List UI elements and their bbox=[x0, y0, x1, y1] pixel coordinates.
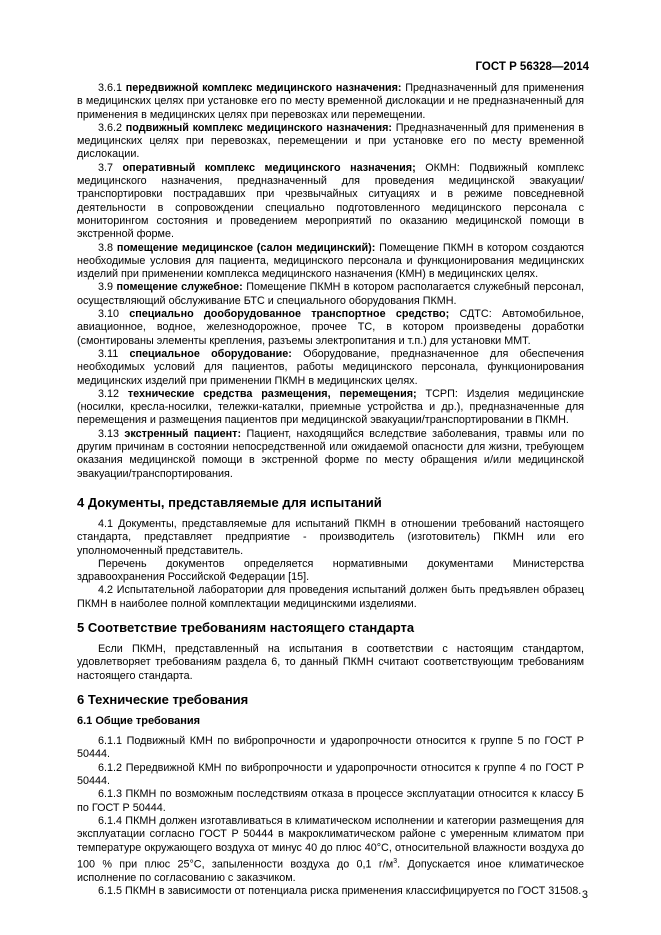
definition-text: Помещение ПКМН в котором создаются необходимые условия для пациента, медицинского персонала и функционирования медицинских изделий при применении комплекса медицинского назначения (КМН) в медицинских целях. bbox=[77, 241, 585, 281]
para-6-1-4 bbox=[77, 815, 584, 885]
definition-text: ОКМН: Подвижный комплекс медицинского назначения, предназначенный для проведения медицинской эвакуации/транспортировки пострадавших при чрезвычайных ситуациях и в режиме повседневной деятельности в сопровождении специально подготовленного медицинского персонала с мониторингом состояния и проведением мероприятий по оказанию медицинской помощи в экстренной форме. bbox=[77, 161, 585, 241]
definition-term: технические средства размещения, перемещения; bbox=[127, 387, 417, 400]
definition-number: 3.10 bbox=[98, 308, 120, 321]
definition-text: Помещение ПКМН в котором располагается служебный персонал, осуществляющий обслуживание БТС и специального оборудования ПКМН. bbox=[77, 281, 584, 307]
definition-number: 3.11 bbox=[98, 347, 119, 360]
section-4-title: 4 Документы, представляемые для испытаний bbox=[77, 494, 382, 510]
definitions-list bbox=[77, 82, 584, 481]
definition-number: 3.8 bbox=[98, 241, 114, 254]
para-6-1-4-tail: . Допускается иное климатическое исполнение по согласованию с заказчиком. bbox=[77, 858, 584, 884]
definition-text: Оборудование, предназначенное для обеспечения необходимых условий для пациентов, работы медицинского персонала, функционирования медицинских изделий при применении ПКМН в медицинских целях. bbox=[77, 347, 585, 387]
definition-term: передвижной комплекс медицинского назначения: bbox=[125, 82, 402, 94]
para-6-1-3: 6.1.3 ПКМН по возможным последствиям отказа в процессе эксплуатации относится к классу Б по ГОСТ Р 50444. bbox=[77, 788, 584, 814]
definition-number: 3.12 bbox=[98, 387, 120, 400]
definition-paragraph bbox=[77, 308, 584, 348]
definition-paragraph bbox=[77, 281, 584, 308]
definition-paragraph bbox=[77, 122, 584, 162]
section-4-para-1: 4.1 Документы, представляемые для испытаний ПКМН в отношении требований настоящего стандарта, представляет предприятие - производитель (изготовитель) ПКМН или его уполномоченный представитель. bbox=[77, 517, 584, 557]
definition-paragraph bbox=[77, 388, 584, 428]
definition-paragraph bbox=[77, 82, 584, 122]
definition-number: 3.13 bbox=[98, 427, 120, 440]
page-body bbox=[77, 82, 584, 898]
section-4-para-3: 4.2 Испытательной лаборатории для проведения испытаний должен быть предъявлен образец ПКМН в наиболее полной комплектации медицинскими изделиями. bbox=[77, 584, 584, 610]
definition-paragraph bbox=[77, 242, 584, 282]
definition-number: 3.9 bbox=[98, 281, 114, 294]
section-6-title: 6 Технические требования bbox=[77, 691, 249, 707]
section-5-title: 5 Соответствие требованиям настоящего стандарта bbox=[77, 619, 415, 635]
definition-paragraph bbox=[77, 348, 584, 388]
para-6-1-5: 6.1.5 ПКМН в зависимости от потенциала риска применения классифицируется по ГОСТ 31508. bbox=[98, 885, 582, 898]
definition-term: помещение служебное: bbox=[116, 281, 243, 294]
definition-paragraph bbox=[77, 428, 584, 481]
definition-term: экстренный пациент: bbox=[124, 427, 242, 440]
superscript: 3 bbox=[393, 857, 398, 865]
section-4-para-2: Перечень документов определяется нормативными документами Министерства здравоохранения Российской Федерации [15]. bbox=[77, 557, 584, 584]
page-number: 3 bbox=[581, 889, 588, 901]
definition-number: 3.7 bbox=[98, 161, 114, 174]
definition-term: специальное оборудование: bbox=[129, 347, 292, 360]
definition-number: 3.6.1 bbox=[98, 82, 123, 94]
definition-text: Пациент, находящийся вследствие заболевания, травмы или по другим причинам в состоянии непосредственной или ожидаемой опасности для жизни, требующем оказания медицинской помощи в экстренной форме по месту обращения и/или медицинской эвакуации/транспортирования. bbox=[77, 427, 585, 480]
para-6-1-1: 6.1.1 Подвижный КМН по вибропрочности и ударопрочности относится к группе 5 по ГОСТ Р 50444. bbox=[77, 735, 584, 761]
definition-paragraph bbox=[77, 162, 584, 242]
para-6-1-4-text: 6.1.4 ПКМН должен изготавливаться в климатическом исполнении и категории размещения для эксплуатации согласно ГОСТ Р 50444 в макроклиматическом районе с умеренным климатом при температуре окружающего воздуха от минус 40 до плюс 40°С, относительной влажности воздуха до 100 % при плюс 25°С, запыленности воздуха до 0,1 г/м bbox=[77, 814, 584, 871]
definition-term: подвижный комплекс медицинского назначения: bbox=[125, 121, 393, 134]
definition-text: Предназначенный для применения в медицинских целях при установке его по месту временной дислокации и не предназначенный для применения в медицинских целях при перевозках или перемещении. bbox=[77, 82, 584, 121]
definition-text: ТСРП: Изделия медицинские (носилки, кресла-носилки, тележки-каталки, приемные устройства и др.), предназначенные для перемещения и размещения пациентов при медицинской эвакуации/транспортировании в ПКМН. bbox=[77, 387, 585, 427]
definition-term: оперативный комплекс медицинского назначения; bbox=[122, 161, 416, 174]
definition-term: специально дооборудованное транспортное средство; bbox=[129, 308, 450, 321]
section-6-1-title: 6.1 Общие требования bbox=[77, 714, 201, 727]
definition-text: СДТС: Автомобильное, авиационное, водное, железнодорожное, прочее ТС, в котором произведены доработки (смонтированы элементы крепления, разъемы электропитания и т.п.) для установки ММТ. bbox=[77, 308, 585, 347]
para-6-1-2: 6.1.2 Передвижной КМН по вибропрочности и ударопрочности относится к группе 4 по ГОСТ Р 50444. bbox=[77, 761, 584, 788]
document-code-header: ГОСТ Р 56328—2014 bbox=[475, 61, 589, 73]
definition-term: помещение медицинское (салон медицинский): bbox=[116, 241, 376, 254]
definition-number: 3.6.2 bbox=[98, 121, 123, 134]
section-5-para-1: Если ПКМН, представленный на испытания в соответствии с настоящим стандартом, удовлетворяет требованиям раздела 6, то данный ПКМН считают соответствующим требованиям настоящего стандарта. bbox=[77, 642, 584, 682]
definition-text: Предназначенный для применения в медицинских целях при перевозках, перемещении и при установке его по месту временной дислокации. bbox=[77, 121, 585, 161]
